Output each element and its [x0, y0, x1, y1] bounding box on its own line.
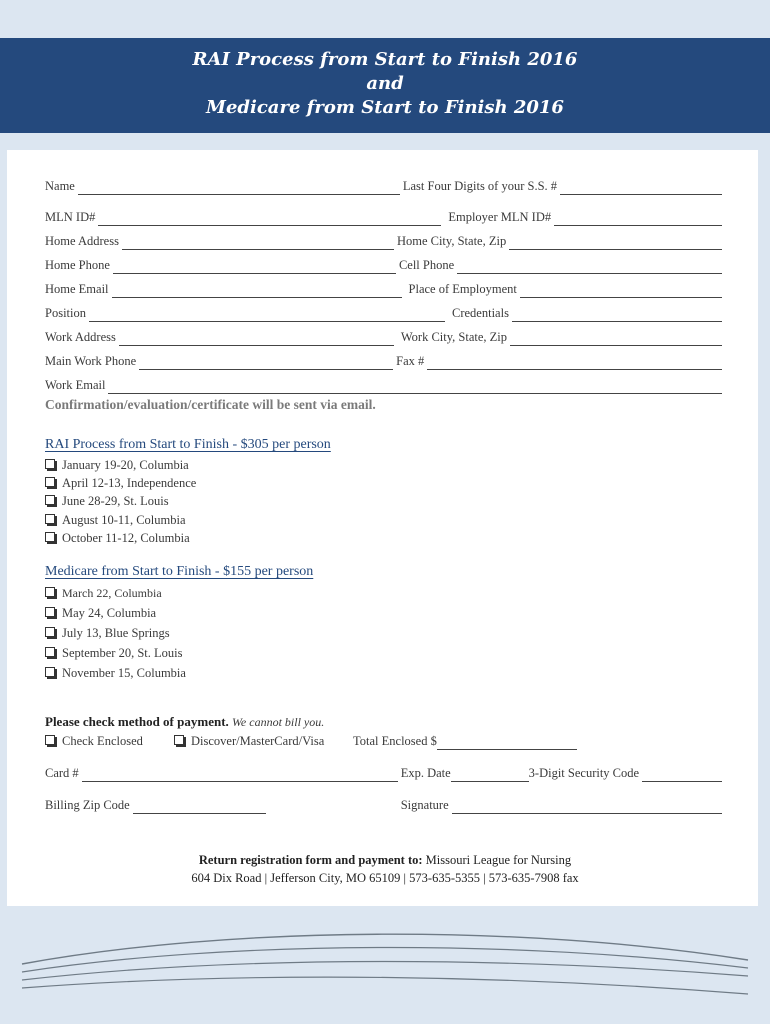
medicare-option[interactable]: May 24, Columbia — [45, 604, 156, 622]
position-field[interactable] — [89, 308, 445, 322]
checkbox-icon[interactable] — [45, 514, 55, 524]
work-city-field[interactable] — [510, 332, 722, 346]
checkbox-icon[interactable] — [174, 735, 184, 745]
total-enclosed-label: Total Enclosed $ — [353, 734, 437, 748]
checkbox-icon[interactable] — [45, 735, 55, 745]
title-line-1: RAI Process from Start to Finish 2016 — [192, 49, 578, 70]
cell-phone-label: Cell Phone — [398, 258, 455, 272]
security-code-field[interactable] — [642, 768, 722, 782]
organization-name: Missouri League for Nursing — [425, 853, 572, 867]
fax-field[interactable] — [427, 356, 722, 370]
rai-option[interactable]: April 12-13, Independence — [45, 474, 196, 492]
title-banner — [0, 38, 770, 133]
ssn-label: Last Four Digits of your S.S. # — [402, 179, 558, 193]
rai-section-title: RAI Process from Start to Finish - $305 per person — [45, 437, 331, 452]
work-address-label: Work Address — [45, 330, 116, 344]
employer-mln-label: Employer MLN ID# — [448, 210, 552, 224]
row-card — [45, 764, 725, 782]
card-number-field[interactable] — [82, 768, 398, 782]
home-phone-label: Home Phone — [45, 258, 110, 272]
home-address-field[interactable] — [122, 236, 394, 250]
signature-field[interactable] — [452, 800, 722, 814]
row-billing — [45, 796, 725, 814]
checkbox-icon[interactable] — [45, 587, 55, 597]
payment-title: Please check method of payment. — [45, 714, 229, 729]
medicare-option[interactable]: March 22, Columbia — [45, 584, 162, 602]
work-city-label: Work City, State, Zip — [400, 330, 508, 344]
checkbox-icon[interactable] — [45, 495, 55, 505]
fax-label: Fax # — [396, 354, 425, 368]
mln-label: MLN ID# — [45, 210, 96, 224]
checkbox-icon[interactable] — [45, 647, 55, 657]
home-email-field[interactable] — [112, 284, 402, 298]
work-address-field[interactable] — [119, 332, 394, 346]
checkbox-icon[interactable] — [45, 477, 55, 487]
billing-zip-field[interactable] — [133, 800, 266, 814]
decorative-swoosh — [0, 920, 770, 1010]
title-line-2: and — [366, 73, 404, 94]
payment-check-option[interactable]: Check Enclosed — [45, 732, 143, 750]
signature-label: Signature — [400, 798, 449, 812]
main-work-phone-label: Main Work Phone — [45, 354, 137, 368]
checkbox-icon[interactable] — [45, 607, 55, 617]
medicare-option[interactable]: July 13, Blue Springs — [45, 624, 170, 642]
credentials-label: Credentials — [452, 306, 509, 320]
row-work-email — [45, 376, 725, 394]
row-name — [45, 177, 725, 195]
rai-option[interactable]: August 10-11, Columbia — [45, 511, 186, 529]
work-email-field[interactable] — [108, 380, 722, 394]
credentials-field[interactable] — [512, 308, 722, 322]
medicare-section-title: Medicare from Start to Finish - $155 per person — [45, 564, 314, 579]
row-mln — [45, 208, 725, 226]
contact-address: 604 Dix Road | Jefferson City, MO 65109 | 573-635-5355 | 573-635-7908 fax — [191, 871, 579, 885]
title-line-3: Medicare from Start to Finish 2016 — [206, 97, 564, 118]
card-number-label: Card # — [45, 766, 79, 780]
checkbox-icon[interactable] — [45, 627, 55, 637]
home-city-label: Home City, State, Zip — [396, 234, 507, 248]
row-home-email — [45, 280, 725, 298]
employer-mln-field[interactable] — [554, 212, 722, 226]
return-label: Return registration form and payment to: — [198, 853, 423, 867]
medicare-option[interactable]: November 15, Columbia — [45, 664, 186, 682]
payment-card-option[interactable]: Discover/MasterCard/Visa — [174, 732, 324, 750]
row-home-address — [45, 232, 725, 250]
row-main-work-phone — [45, 352, 725, 370]
security-code-label: 3-Digit Security Code — [528, 766, 640, 780]
name-label: Name — [45, 179, 75, 193]
checkbox-icon[interactable] — [45, 459, 55, 469]
return-info — [0, 853, 770, 868]
home-phone-field[interactable] — [113, 260, 396, 274]
position-label: Position — [45, 306, 86, 320]
home-address-label: Home Address — [45, 234, 119, 248]
payment-note: We cannot bill you. — [232, 715, 325, 729]
rai-option[interactable]: June 28-29, St. Louis — [45, 492, 169, 510]
mln-field[interactable] — [98, 212, 441, 226]
main-work-phone-field[interactable] — [139, 356, 393, 370]
billing-zip-label: Billing Zip Code — [45, 798, 130, 812]
cell-phone-field[interactable] — [457, 260, 722, 274]
rai-option[interactable]: October 11-12, Columbia — [45, 529, 190, 547]
place-employment-field[interactable] — [520, 284, 722, 298]
confirmation-note: Confirmation/evaluation/certificate will be sent via email. — [45, 397, 376, 412]
work-email-label: Work Email — [45, 378, 106, 392]
row-work-address — [45, 328, 725, 346]
total-enclosed-row — [353, 732, 593, 750]
checkbox-icon[interactable] — [45, 532, 55, 542]
home-city-field[interactable] — [509, 236, 722, 250]
total-enclosed-field[interactable] — [437, 736, 577, 750]
row-position — [45, 304, 725, 322]
rai-option[interactable]: January 19-20, Columbia — [45, 456, 189, 474]
home-email-label: Home Email — [45, 282, 109, 296]
exp-date-field[interactable] — [451, 768, 529, 782]
place-employment-label: Place of Employment — [408, 282, 517, 296]
name-field[interactable] — [78, 181, 400, 195]
row-home-phone — [45, 256, 725, 274]
exp-date-label: Exp. Date — [400, 766, 451, 780]
ssn-field[interactable] — [560, 181, 722, 195]
payment-heading — [45, 714, 324, 730]
medicare-option[interactable]: September 20, St. Louis — [45, 644, 182, 662]
checkbox-icon[interactable] — [45, 667, 55, 677]
